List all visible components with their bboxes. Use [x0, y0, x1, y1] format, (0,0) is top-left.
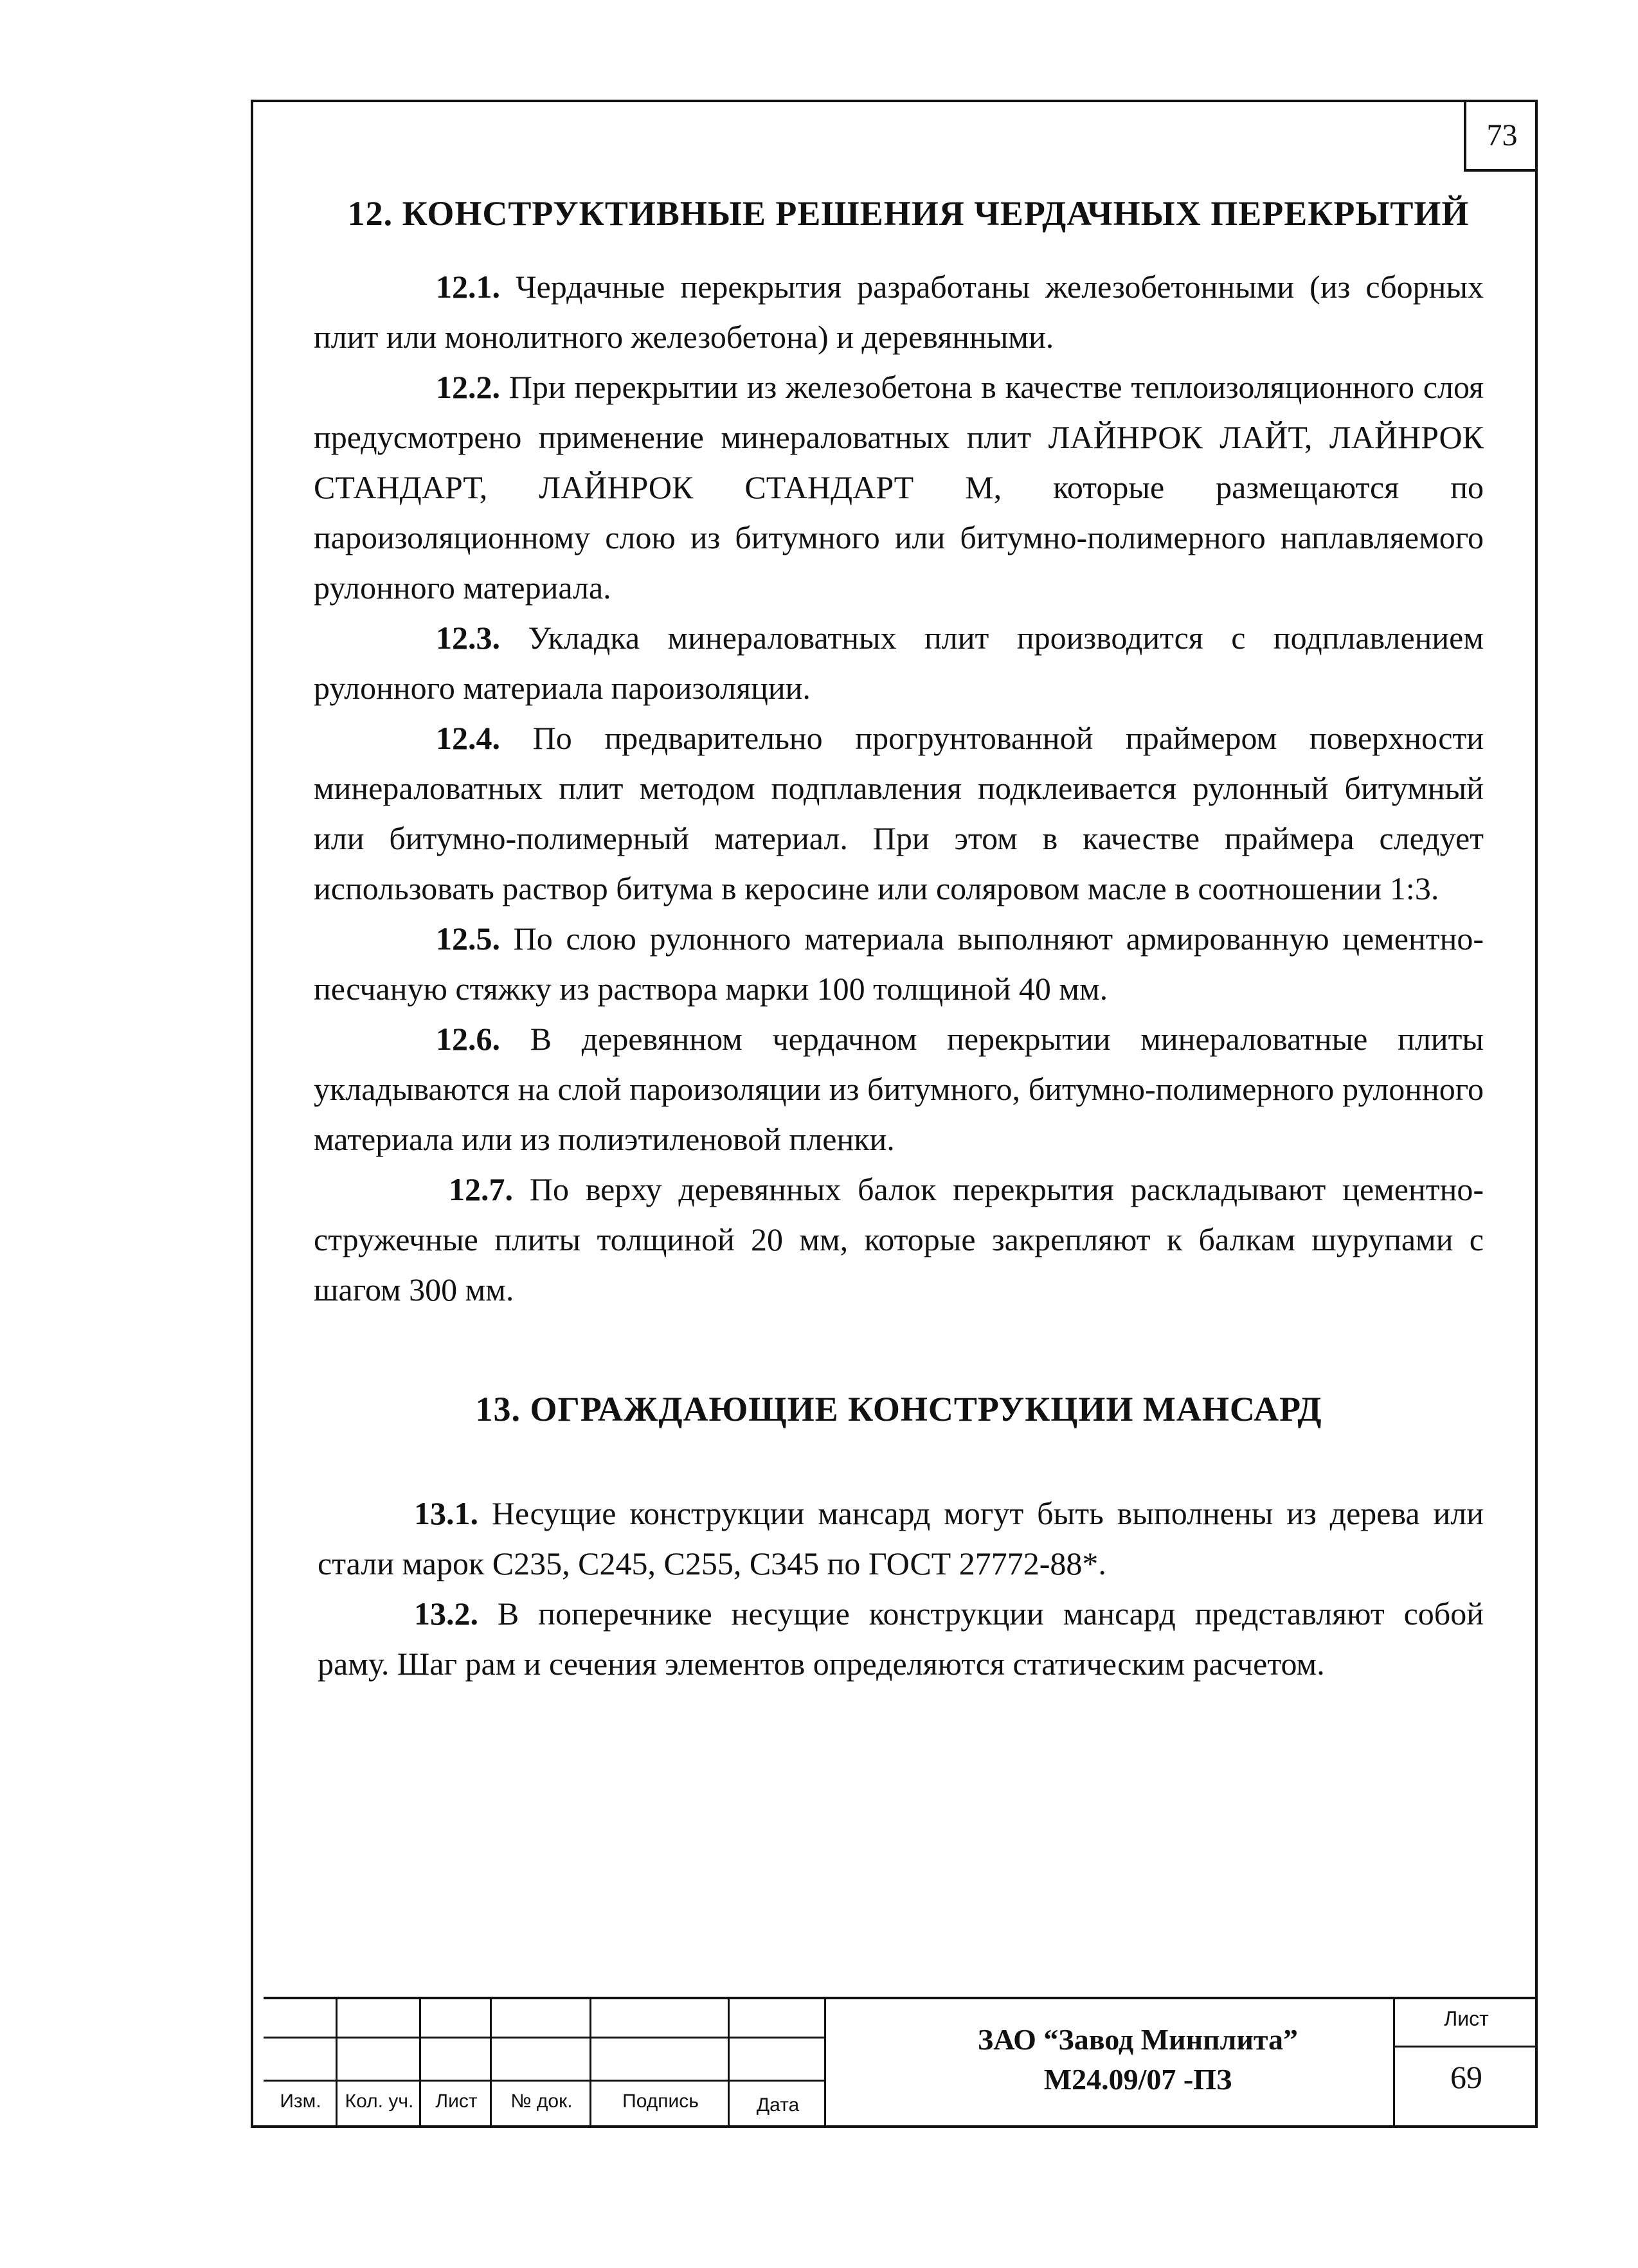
page-number-top: 73: [1464, 101, 1538, 172]
paragraph-12-3: 12.3. Укладка минераловатных плит производится с подплавлением рулонного материала пароизоляции.: [314, 619, 1484, 706]
label-list: Лист: [435, 2091, 478, 2112]
paragraph-13-2: 13.2. В поперечнике несущие конструкции мансард представляют собой раму. Шаг рам и сечения элементов определяются статическим расчетом.: [318, 1595, 1484, 1682]
section-13-body: [318, 1488, 1484, 1689]
paragraph-12-5: 12.5. По слою рулонного материала выполняют армированную цементно-песчаную стяжку из раствора марки 100 толщиной 40 мм.: [314, 920, 1484, 1007]
sheet-number: 69: [1450, 2059, 1482, 2095]
organization-name: ЗАО “Завод Минплита”: [977, 2023, 1299, 2056]
label-doc: № док.: [510, 2091, 573, 2112]
label-izm: Изм.: [280, 2091, 321, 2112]
paragraph-12-7: 12.7. По верху деревянных балок перекрытия раскладывают цементно-стружечные плиты толщиной 20 мм, которые закрепляют к балкам шурупами с шагом 300 мм.: [314, 1171, 1484, 1308]
label-data: Дата: [756, 2094, 800, 2116]
paragraph-13-1: 13.1. Несущие конструкции мансард могут быть выполнены из дерева или стали марок С235, С245, С255, С345 по ГОСТ 27772-88*.: [318, 1495, 1484, 1581]
paragraph-12-4: 12.4. По предварительно прогрунтованной праймером поверхности минераловатных плит методом подплавления подклеивается рулонный битумный или битумно-полимерный материал. При этом в качестве праймера следует использовать раствор битума в керосине или соляровом масле в соотношении 1:3.: [314, 719, 1484, 906]
document-code: М24.09/07 -ПЗ: [1043, 2063, 1232, 2096]
paragraph-12-1: 12.1. Чердачные перекрытия разработаны железобетонными (из сборных плит или монолитного железобетона) и деревянными.: [314, 268, 1484, 355]
title-block: [264, 1997, 1538, 2128]
paragraph-12-2: 12.2. При перекрытии из железобетона в качестве теплоизоляционного слоя предусмотрено применение минераловатных плит ЛАЙНРОК ЛАЙТ, ЛАЙНРОК СТАНДАРТ, ЛАЙНРОК СТАНДАРТ М, которые размещаются по пароизоляционному слою из битумного или битумно-полимерного наплавляемого рулонного материала.: [314, 368, 1484, 606]
label-podpis: Подпись: [622, 2091, 699, 2112]
sheet-label: Лист: [1444, 2007, 1489, 2030]
paragraph-12-6: 12.6. В деревянном чердачном перекрытии минераловатные плиты укладываются на слой пароизоляции из битумного, битумно-полимерного рулонного материала или из полиэтиленовой пленки.: [314, 1020, 1484, 1157]
row-line-2: [264, 2080, 826, 2082]
label-kol-uch: Кол. уч.: [345, 2091, 414, 2112]
document-body: [314, 193, 1484, 1689]
section-13-title: 13. ОГРАЖДАЮЩИЕ КОНСТРУКЦИИ МАНСАРД: [475, 1389, 1322, 1428]
row-line-1: [264, 2037, 826, 2039]
organization-block: [829, 2020, 1446, 2100]
section-12-title: 12. КОНСТРУКТИВНЫЕ РЕШЕНИЯ ЧЕРДАЧНЫХ ПЕРЕКРЫТИЙ: [347, 194, 1470, 233]
